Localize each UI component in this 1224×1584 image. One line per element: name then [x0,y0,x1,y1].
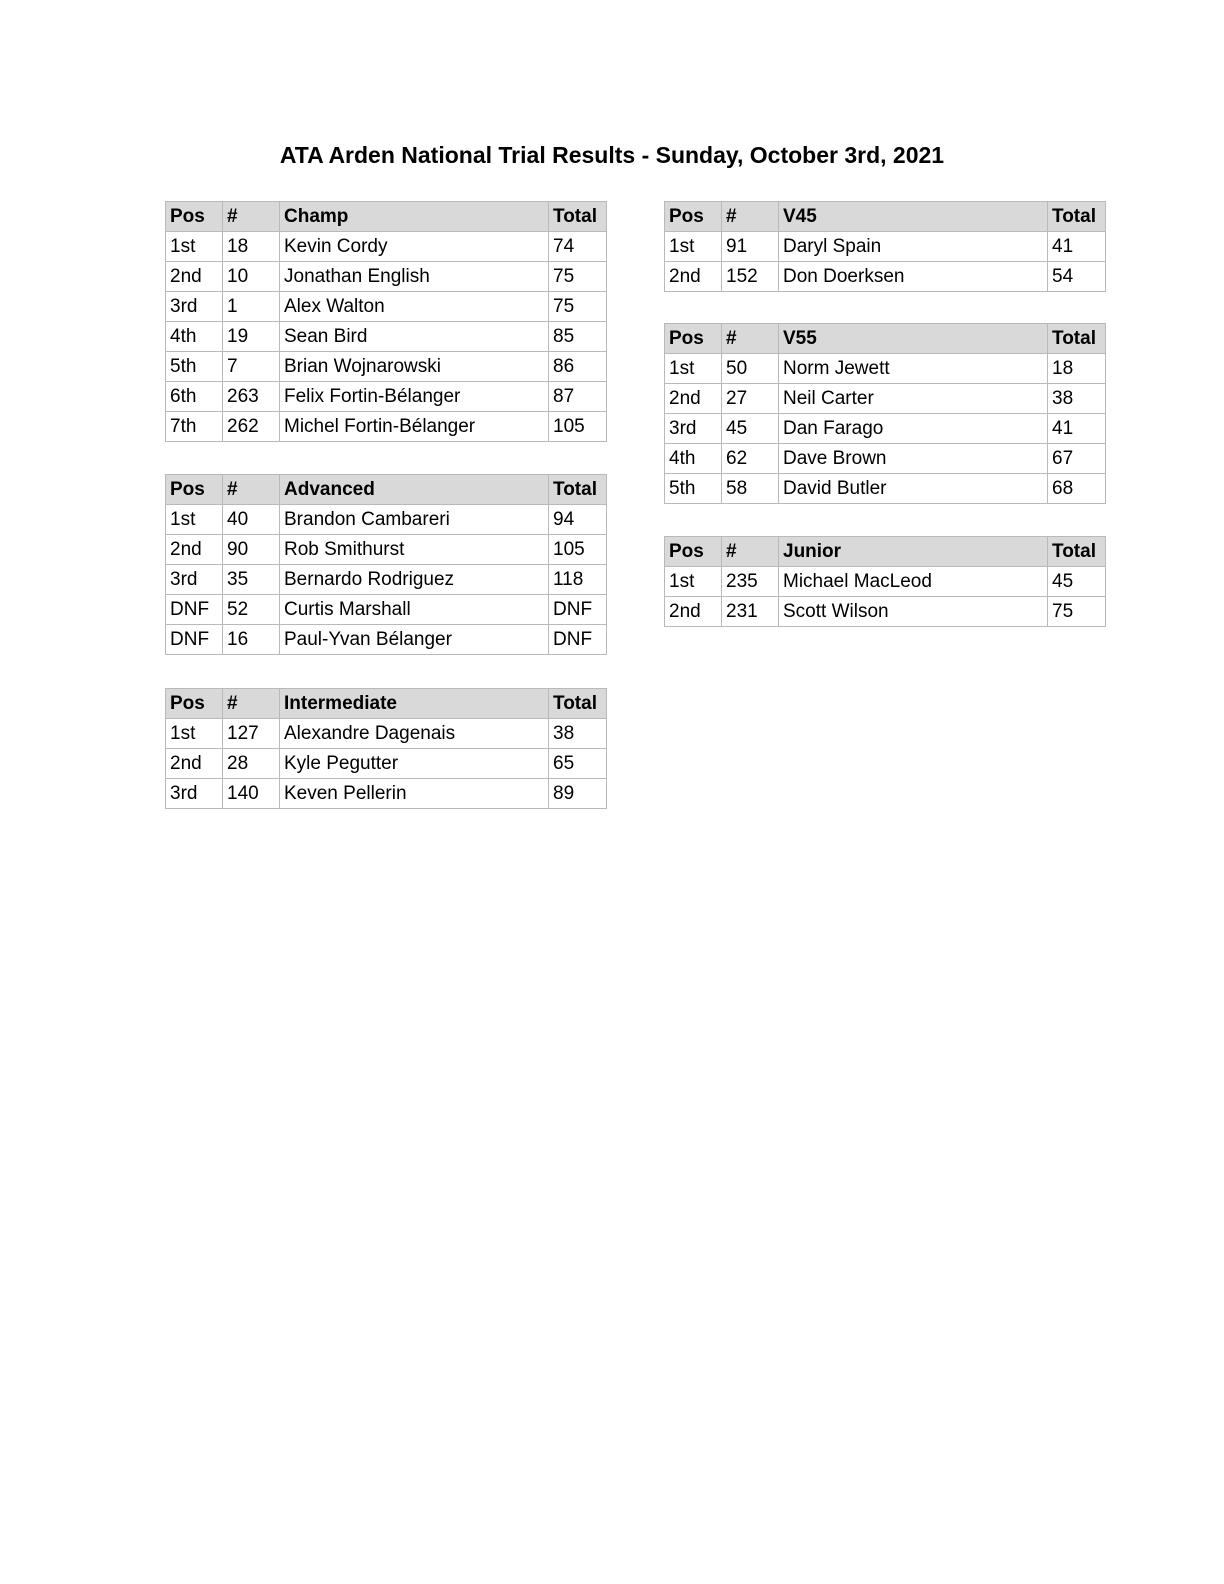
junior-results-table [664,536,1106,627]
total-cell: 65 [549,749,607,779]
table-row [166,412,607,442]
total-cell: 75 [549,262,607,292]
bib-number-cell: 262 [223,412,280,442]
pos-header: Pos [665,202,722,232]
total-header: Total [1048,202,1106,232]
total-cell: 74 [549,232,607,262]
bib-number-cell: 10 [223,262,280,292]
name-cell: Brandon Cambareri [280,505,549,535]
bib-number-cell: 62 [722,444,779,474]
name-cell: Kyle Pegutter [280,749,549,779]
total-cell: 38 [1048,384,1106,414]
total-cell: 118 [549,565,607,595]
table-row [166,505,607,535]
name-cell: Dan Farago [779,414,1048,444]
pos-cell: 3rd [166,292,223,322]
bib-number-cell: 40 [223,505,280,535]
table-row [166,779,607,809]
table-row [166,322,607,352]
advanced-results-table [165,474,607,655]
pos-cell: 3rd [166,779,223,809]
total-cell: 105 [549,412,607,442]
table-row [166,565,607,595]
pos-cell: DNF [166,625,223,655]
table-row [166,292,607,322]
header-row [166,475,607,505]
v45-results-table [664,201,1106,292]
total-cell: 87 [549,382,607,412]
table-row [166,719,607,749]
name-cell: Kevin Cordy [280,232,549,262]
bib-number-cell: 35 [223,565,280,595]
name-cell: Alexandre Dagenais [280,719,549,749]
bib-number-header: # [223,475,280,505]
table-row [665,567,1106,597]
pos-cell: 2nd [665,262,722,292]
bib-number-cell: 90 [223,535,280,565]
name-cell: Alex Walton [280,292,549,322]
table-row [166,232,607,262]
total-cell: DNF [549,625,607,655]
bib-number-cell: 127 [223,719,280,749]
total-cell: 105 [549,535,607,565]
table-row [166,595,607,625]
champ-results-table [165,201,607,442]
header-row [665,537,1106,567]
pos-cell: 1st [166,505,223,535]
total-cell: 41 [1048,232,1106,262]
bib-number-cell: 19 [223,322,280,352]
v55-results-table [664,323,1106,504]
total-header: Total [549,202,607,232]
bib-number-cell: 91 [722,232,779,262]
table-row [665,384,1106,414]
name-cell: Neil Carter [779,384,1048,414]
total-cell: 68 [1048,474,1106,504]
category-header: Champ [280,202,549,232]
total-cell: 89 [549,779,607,809]
bib-number-cell: 235 [722,567,779,597]
name-cell: Bernardo Rodriguez [280,565,549,595]
name-cell: Sean Bird [280,322,549,352]
table-row [665,232,1106,262]
total-cell: 45 [1048,567,1106,597]
pos-cell: 2nd [665,384,722,414]
header-row [665,324,1106,354]
total-header: Total [1048,537,1106,567]
name-cell: Norm Jewett [779,354,1048,384]
name-cell: Dave Brown [779,444,1048,474]
header-row [166,202,607,232]
bib-number-header: # [722,202,779,232]
name-cell: Jonathan English [280,262,549,292]
bib-number-header: # [223,689,280,719]
total-cell: 85 [549,322,607,352]
pos-header: Pos [166,689,223,719]
pos-cell: DNF [166,595,223,625]
name-cell: Keven Pellerin [280,779,549,809]
pos-cell: 1st [166,719,223,749]
pos-cell: 1st [166,232,223,262]
table-row [166,382,607,412]
table-row [665,597,1106,627]
name-cell: Rob Smithurst [280,535,549,565]
pos-cell: 2nd [166,749,223,779]
table-row [665,414,1106,444]
category-header: Advanced [280,475,549,505]
intermediate-results-table [165,688,607,809]
name-cell: Paul-Yvan Bélanger [280,625,549,655]
table-row [166,625,607,655]
bib-number-cell: 152 [722,262,779,292]
table-row [166,352,607,382]
total-header: Total [549,689,607,719]
total-cell: 18 [1048,354,1106,384]
total-cell: 86 [549,352,607,382]
bib-number-cell: 58 [722,474,779,504]
pos-cell: 2nd [665,597,722,627]
pos-cell: 3rd [665,414,722,444]
name-cell: Scott Wilson [779,597,1048,627]
table-row [166,535,607,565]
pos-cell: 3rd [166,565,223,595]
header-row [665,202,1106,232]
pos-cell: 1st [665,232,722,262]
name-cell: Don Doerksen [779,262,1048,292]
bib-number-cell: 28 [223,749,280,779]
total-header: Total [549,475,607,505]
table-row [665,444,1106,474]
category-header: Intermediate [280,689,549,719]
total-header: Total [1048,324,1106,354]
bib-number-cell: 263 [223,382,280,412]
total-cell: 75 [549,292,607,322]
table-row [665,262,1106,292]
pos-cell: 2nd [166,262,223,292]
pos-cell: 7th [166,412,223,442]
name-cell: Brian Wojnarowski [280,352,549,382]
pos-cell: 4th [665,444,722,474]
bib-number-cell: 231 [722,597,779,627]
bib-number-header: # [223,202,280,232]
category-header: Junior [779,537,1048,567]
name-cell: Daryl Spain [779,232,1048,262]
total-cell: DNF [549,595,607,625]
pos-header: Pos [665,537,722,567]
table-row [665,354,1106,384]
pos-cell: 4th [166,322,223,352]
pos-header: Pos [166,202,223,232]
bib-number-cell: 18 [223,232,280,262]
total-cell: 54 [1048,262,1106,292]
name-cell: Curtis Marshall [280,595,549,625]
name-cell: Michel Fortin-Bélanger [280,412,549,442]
table-row [166,749,607,779]
total-cell: 75 [1048,597,1106,627]
bib-number-cell: 140 [223,779,280,809]
pos-cell: 2nd [166,535,223,565]
total-cell: 67 [1048,444,1106,474]
category-header: V55 [779,324,1048,354]
pos-cell: 5th [665,474,722,504]
total-cell: 41 [1048,414,1106,444]
bib-number-cell: 16 [223,625,280,655]
bib-number-cell: 50 [722,354,779,384]
bib-number-cell: 52 [223,595,280,625]
pos-cell: 5th [166,352,223,382]
bib-number-header: # [722,324,779,354]
pos-header: Pos [665,324,722,354]
pos-cell: 6th [166,382,223,412]
bib-number-cell: 1 [223,292,280,322]
header-row [166,689,607,719]
total-cell: 94 [549,505,607,535]
total-cell: 38 [549,719,607,749]
pos-header: Pos [166,475,223,505]
bib-number-cell: 27 [722,384,779,414]
name-cell: David Butler [779,474,1048,504]
table-row [166,262,607,292]
bib-number-cell: 7 [223,352,280,382]
name-cell: Felix Fortin-Bélanger [280,382,549,412]
pos-cell: 1st [665,354,722,384]
page-title: ATA Arden National Trial Results - Sunday, October 3rd, 2021 [279,142,945,168]
pos-cell: 1st [665,567,722,597]
category-header: V45 [779,202,1048,232]
bib-number-header: # [722,537,779,567]
name-cell: Michael MacLeod [779,567,1048,597]
table-row [665,474,1106,504]
bib-number-cell: 45 [722,414,779,444]
